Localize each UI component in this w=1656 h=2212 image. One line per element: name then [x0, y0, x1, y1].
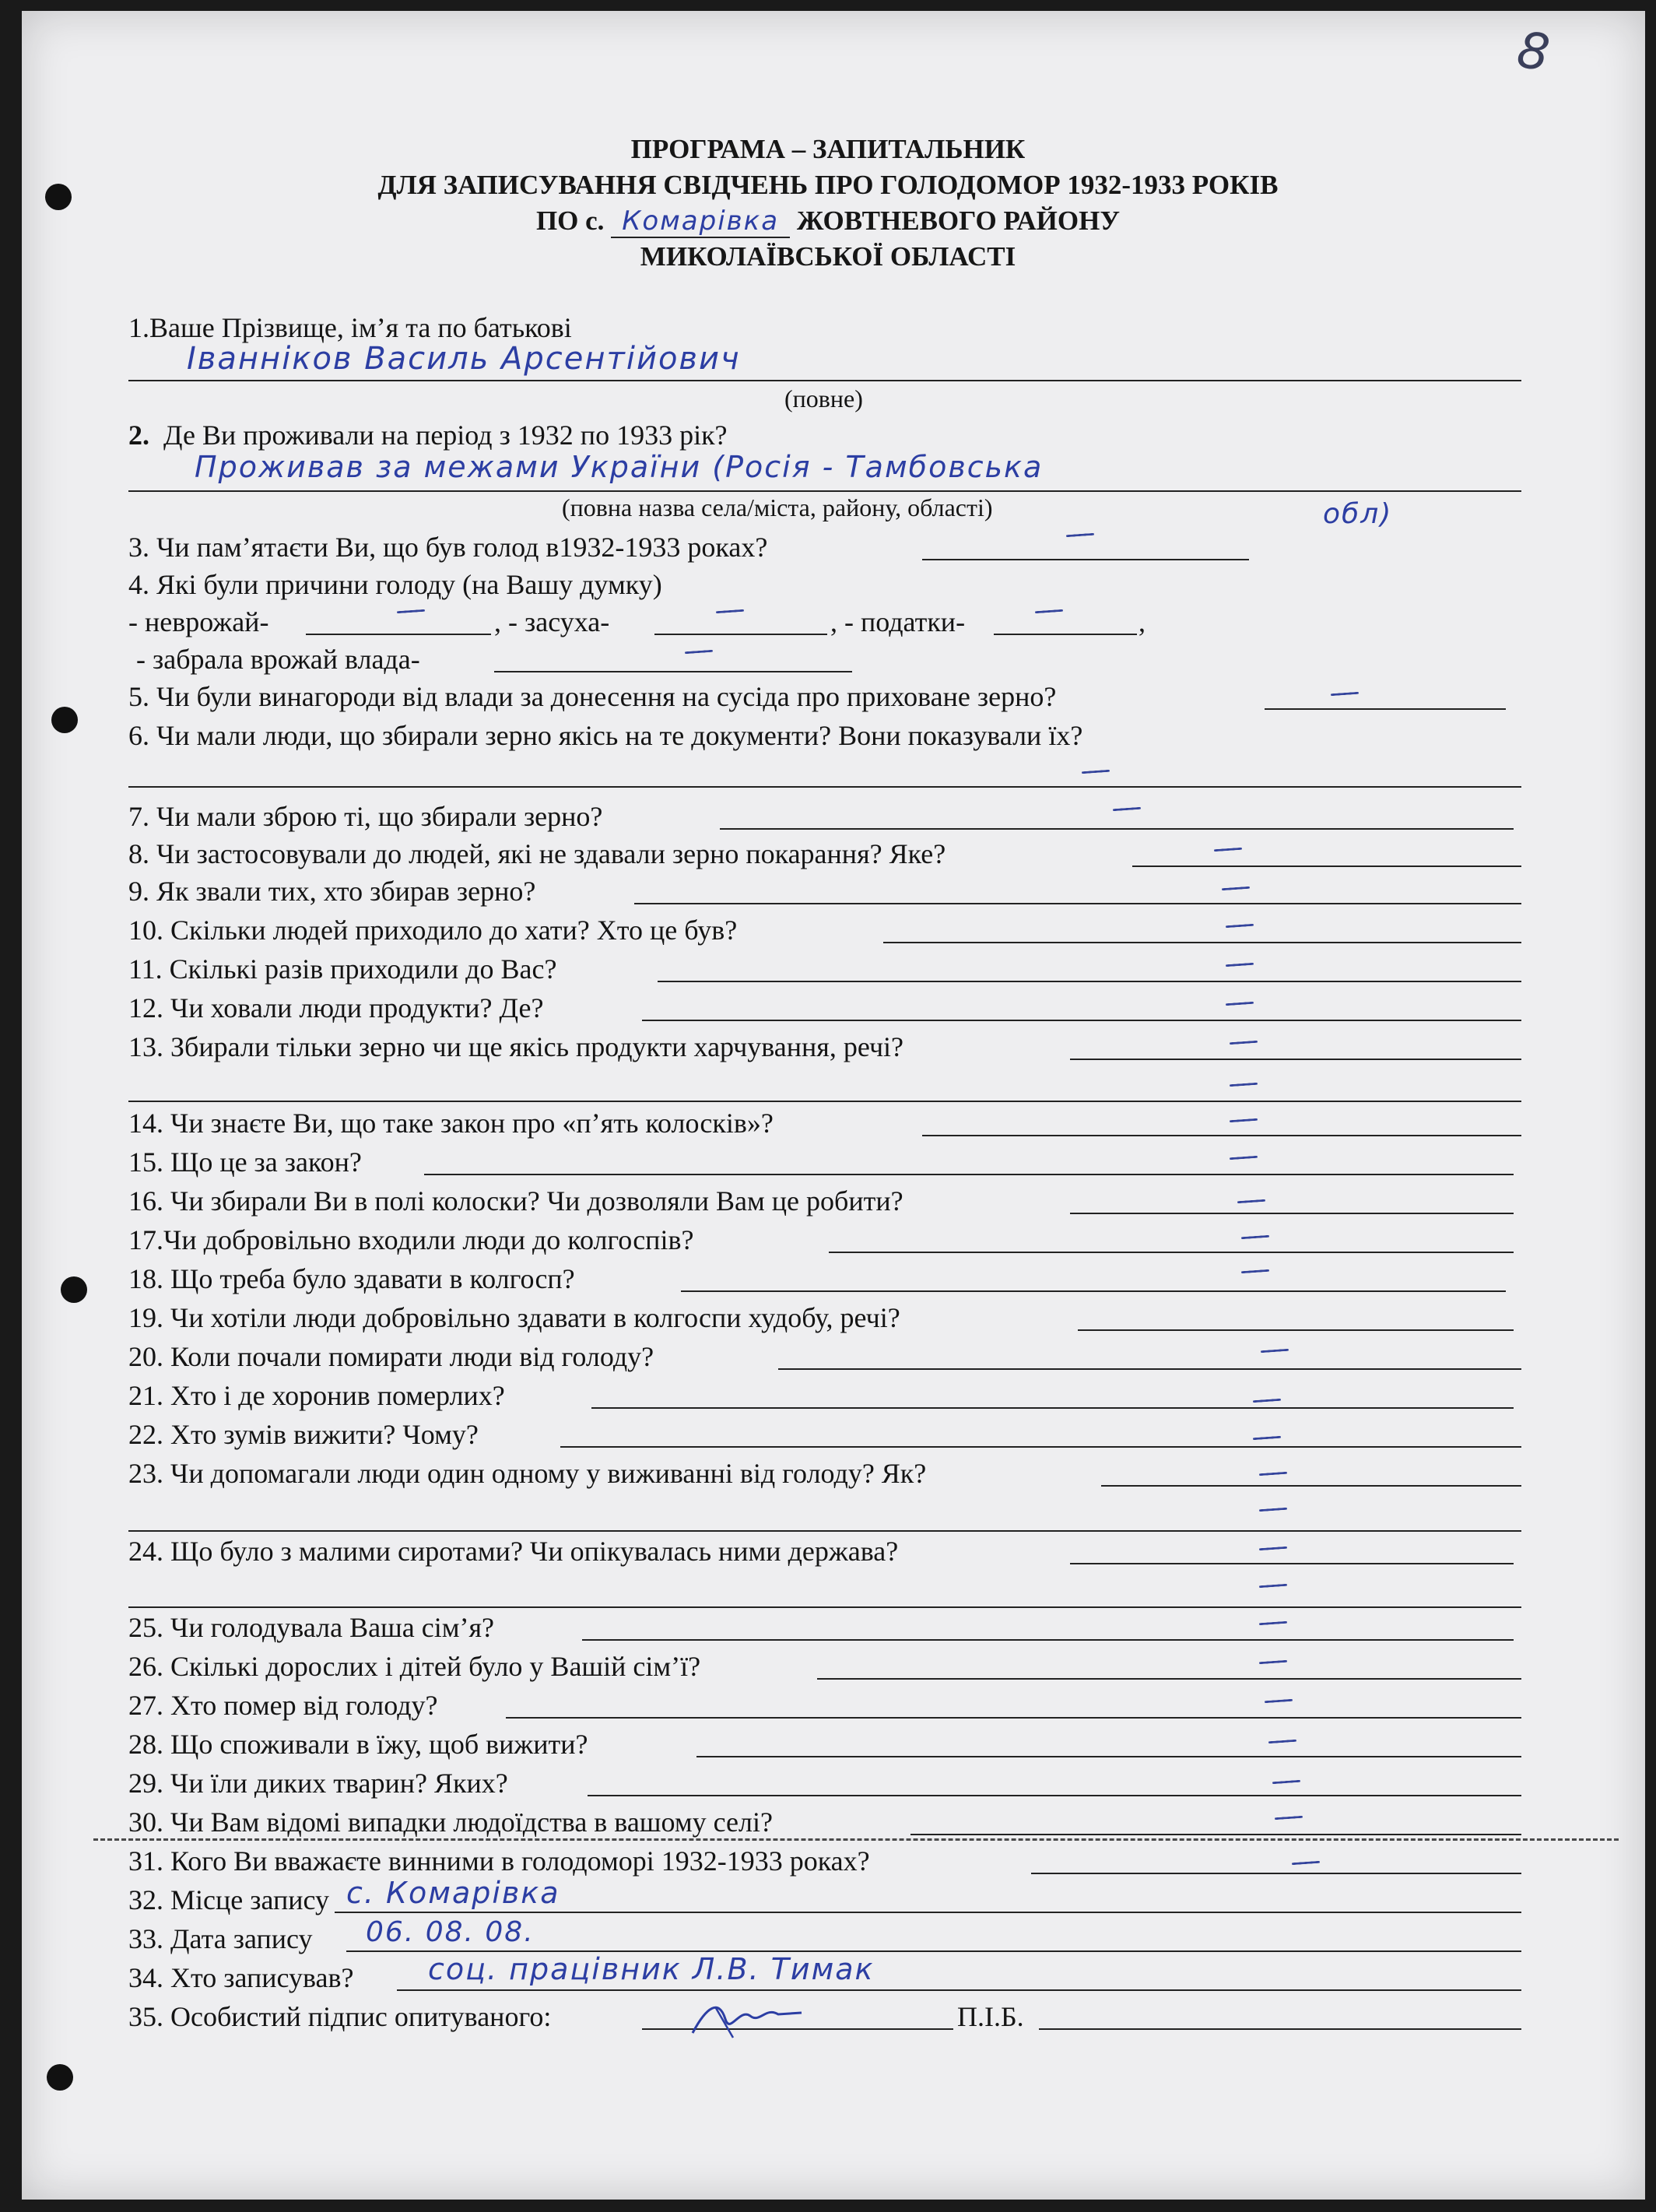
question-27: 27. Хто помер від голоду?	[128, 1687, 1521, 1723]
doc-title-line1: ПРОГРАМА – ЗАПИТАЛЬНИК	[630, 134, 1026, 164]
question-17: 17.Чи добровільно входили люди до колгоспів?	[128, 1222, 1521, 1258]
question-4-option-d: - забрала врожай влада-	[128, 641, 1521, 677]
question-16: 16. Чи збирали Ви в полі колоски? Чи дозволяли Вам це робити?	[128, 1183, 1521, 1219]
question-19: 19. Чи хотіли люди добровільно здавати в колгоспи худобу, речі?	[128, 1300, 1521, 1336]
question-3: 3. Чи пам’ятаєти Ви, що був голод в1932-1933 роках?	[128, 529, 1521, 565]
answer-line	[128, 1101, 1521, 1102]
doc-title-line2: ДЛЯ ЗАПИСУВАННЯ СВІДЧЕНЬ ПРО ГОЛОДОМОР 1932-1933 РОКІВ	[377, 170, 1279, 200]
recorder-handwritten: соц. працівник Л.В. Тимак	[428, 1952, 875, 1986]
punch-hole	[51, 707, 78, 733]
answer-2-handwritten: Проживав за межами України (Росія - Тамбовська	[195, 450, 1044, 484]
punch-hole	[61, 1276, 87, 1303]
question-15: 15. Що це за закон?	[128, 1144, 1521, 1180]
paper-fold-line	[93, 1838, 1619, 1841]
question-35: 35. Особистий підпис опитуваного: П.І.Б.	[128, 1999, 1521, 2035]
question-21: 21. Хто і де хоронив померлих?	[128, 1378, 1521, 1413]
question-28: 28. Що споживали в їжу, щоб вижити?	[128, 1726, 1521, 1762]
question-1: 1.Ваше Прізвище, ім’я та по батькові	[128, 312, 572, 343]
question-13: 13. Збирали тільки зерно чи ще якісь продукти харчування, речі?	[128, 1029, 1521, 1065]
question-20: 20. Коли почали помирати люди від голоду?	[128, 1339, 1521, 1375]
village-handwritten: Комарівка	[611, 205, 790, 238]
question-8: 8. Чи застосовували до людей, які не здавали зерно покарання? Яке?	[128, 836, 1521, 872]
answer-line	[128, 786, 1521, 788]
question-31: 31. Кого Ви вважаєте винними в голодоморі 1932-1933 роках?	[128, 1843, 1521, 1879]
answer-1-handwritten: Іванніков Василь Арсентійович	[187, 341, 741, 377]
question-11: 11. Скількі разів приходили до Вас?	[128, 951, 1521, 987]
place-handwritten: с. Комарівка	[346, 1876, 560, 1910]
question-4-options: - неврожай- , - засуха- , - податки- ,	[128, 606, 1146, 637]
answer-line	[128, 380, 1521, 381]
question-6: 6. Чи мали люди, що збирали зерно якісь на те документи? Вони показували їх?	[128, 720, 1083, 751]
question-30: 30. Чи Вам відомі випадки людоїдства в вашому селі?	[128, 1804, 1521, 1840]
question-4: 4. Які були причини голоду (на Вашу думку)	[128, 569, 662, 600]
question-32: 32. Місце запису	[128, 1882, 1521, 1918]
question-10: 10. Скільки людей приходило до хати? Хто це був?	[128, 912, 1521, 948]
question-26: 26. Скількі дорослих і дітей було у Вашій сім’ї?	[128, 1648, 1521, 1684]
question-34: 34. Хто записував?	[128, 1960, 1521, 1996]
signature	[685, 1993, 809, 2047]
answer-line	[128, 1530, 1521, 1532]
question-2: 2. Де Ви проживали на період з 1932 по 1933 рік?	[128, 420, 728, 451]
answer-2-cont-handwritten: обл)	[1323, 498, 1393, 530]
question-7: 7. Чи мали зброю ті, що збирали зерно?	[128, 799, 1521, 834]
question-9: 9. Як звали тих, хто збирав зерно?	[128, 873, 1521, 909]
question-23: 23. Чи допомагали люди один одному у виживанні від голоду? Як?	[128, 1455, 1521, 1491]
question-14: 14. Чи знаєте Ви, що таке закон про «п’ять колосків»?	[128, 1105, 1521, 1141]
question-22: 22. Хто зумів вижити? Чому?	[128, 1417, 1521, 1452]
page-number: 8	[1514, 21, 1553, 83]
punch-hole	[47, 2064, 73, 2091]
caption-full: (повне)	[784, 384, 863, 413]
question-5: 5. Чи були винагороди від влади за донесення на сусіда про приховане зерно?	[128, 679, 1521, 715]
question-18: 18. Що треба було здавати в колгосп?	[128, 1261, 1521, 1297]
doc-title-line4: МИКОЛАЇВСЬКОЇ ОБЛАСТІ	[640, 241, 1016, 272]
question-12: 12. Чи ховали люди продукти? Де?	[128, 990, 1521, 1026]
answer-line	[128, 1606, 1521, 1608]
answer-line	[128, 490, 1521, 492]
doc-title-line3: ПО с. Комарівка ЖОВТНЕВОГО РАЙОНУ	[535, 205, 1121, 237]
date-handwritten: 06. 08. 08.	[366, 1916, 535, 1948]
question-29: 29. Чи їли диких тварин? Яких?	[128, 1765, 1521, 1801]
question-25: 25. Чи голодувала Ваша сім’я?	[128, 1610, 1521, 1645]
question-24: 24. Що було з малими сиротами? Чи опікувалась ними держава?	[128, 1533, 1521, 1569]
question-33: 33. Дата запису	[128, 1921, 1521, 1957]
caption-full-place: (повна назва села/міста, району, області)	[562, 493, 993, 521]
